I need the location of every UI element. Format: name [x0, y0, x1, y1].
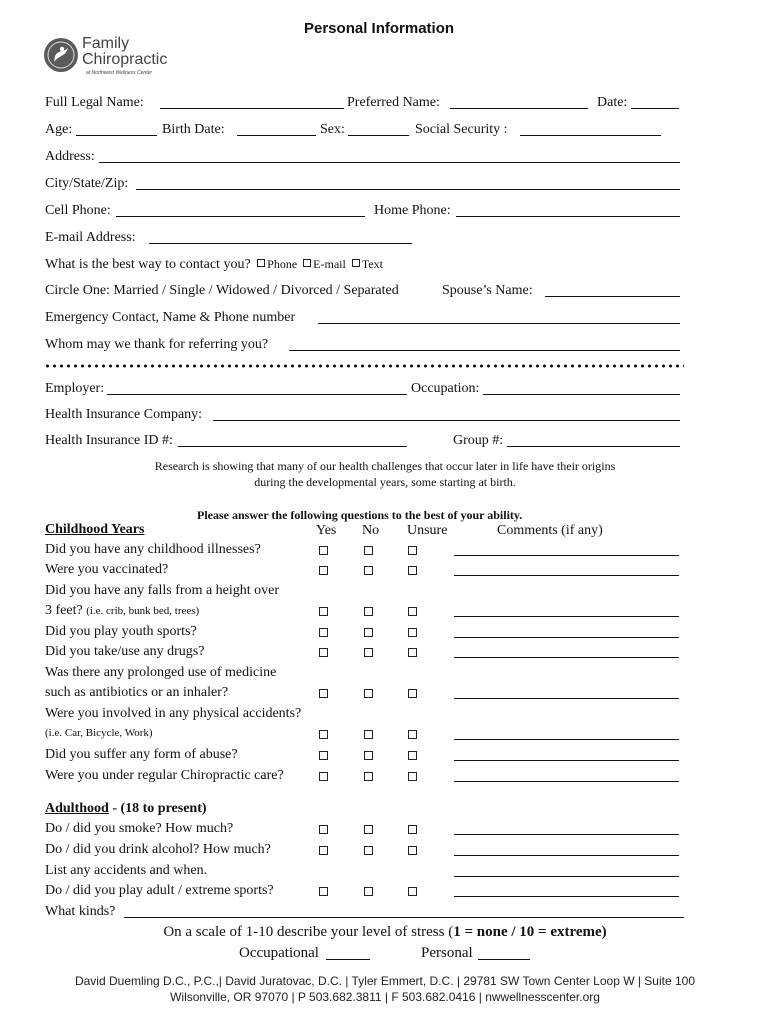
occupational-stress-label: Occupational [239, 945, 319, 961]
youth-sports-yes-checkbox[interactable] [319, 628, 328, 637]
group-number-label: Group #: [453, 433, 504, 448]
illnesses-yes-checkbox[interactable] [319, 546, 328, 555]
spouse-name-label: Spouse’s Name: [442, 283, 533, 298]
contact-question: What is the best way to contact you? [45, 257, 251, 272]
sex-label: Sex: [320, 122, 345, 137]
social-security-field[interactable] [520, 135, 661, 136]
footer-line1: David Duemling D.C., P.C.,| David Juratovac, D.C. | Tyler Emmert, D.C. | 29781 SW Town Center Loop W | Suite 100 [74, 974, 696, 988]
sex-field[interactable] [348, 135, 409, 136]
employer-field[interactable] [107, 394, 407, 395]
question-accidents: Were you involved in any physical accidents? [45, 706, 302, 721]
illnesses-no-checkbox[interactable] [364, 546, 373, 555]
insurance-id-field[interactable] [178, 446, 407, 447]
insurance-company-field[interactable] [213, 420, 680, 421]
vaccinated-comment-field[interactable] [454, 575, 679, 576]
accidents-unsure-checkbox[interactable] [408, 730, 417, 739]
cell-phone-label: Cell Phone: [45, 203, 111, 218]
abuse-comment-field[interactable] [454, 760, 679, 761]
alcohol-comment-field[interactable] [454, 855, 679, 856]
stress-prefix: On a scale of 1-10 describe your level of stress ( [163, 924, 454, 940]
accidents-comment-field[interactable] [454, 739, 679, 740]
abuse-yes-checkbox[interactable] [319, 751, 328, 760]
question-medicine: Was there any prolonged use of medicine [45, 665, 277, 680]
contact-option-text: Text [361, 257, 383, 271]
occupation-label: Occupation: [411, 381, 480, 396]
city-state-zip-label: City/State/Zip: [45, 176, 129, 191]
home-phone-label: Home Phone: [374, 203, 451, 218]
page-title: Personal Information [304, 20, 455, 37]
marital-status-options[interactable]: Circle One: Married / Single / Widowed / Divorced / Separated [45, 283, 399, 298]
question-childhood-illnesses: Did you have any childhood illnesses? [45, 542, 261, 557]
age-label: Age: [45, 122, 73, 137]
question-accidents-examples: (i.e. Car, Bicycle, Work) [45, 727, 153, 739]
what-kinds-field[interactable] [124, 917, 684, 918]
birth-date-label: Birth Date: [162, 122, 225, 137]
email-checkbox[interactable] [303, 259, 311, 267]
personal-stress-label: Personal [421, 945, 473, 961]
emergency-contact-label: Emergency Contact, Name & Phone number [45, 310, 296, 325]
contact-preference [45, 257, 383, 273]
logo-line2: Chiropractic [82, 51, 168, 68]
date-label: Date: [597, 95, 628, 110]
question-alcohol: Do / did you drink alcohol? How much? [45, 842, 271, 857]
question-chiropractic: Were you under regular Chiropractic care? [45, 768, 284, 783]
question-vaccinated: Were you vaccinated? [45, 562, 169, 577]
falls-comment-field[interactable] [454, 616, 679, 617]
accidents-no-checkbox[interactable] [364, 730, 373, 739]
extreme-sports-no-checkbox[interactable] [364, 887, 373, 896]
contact-option-email: E-mail [313, 257, 346, 271]
occupational-stress-field[interactable] [326, 959, 370, 960]
adulthood-range: - (18 to present) [108, 801, 207, 816]
research-note-line2: during the developmental years, some starting at birth. [254, 475, 516, 489]
chiropractic-yes-checkbox[interactable] [319, 772, 328, 781]
alcohol-yes-checkbox[interactable] [319, 846, 328, 855]
email-label: E-mail Address: [45, 230, 136, 245]
insurance-company-label: Health Insurance Company: [45, 407, 203, 422]
smoke-unsure-checkbox[interactable] [408, 825, 417, 834]
email-field[interactable] [149, 243, 412, 244]
abuse-no-checkbox[interactable] [364, 751, 373, 760]
question-adult-accidents: List any accidents and when. [45, 863, 208, 878]
group-number-field[interactable] [507, 446, 680, 447]
falls-unsure-checkbox[interactable] [408, 607, 417, 616]
question-falls-height: 3 feet? [45, 603, 83, 618]
drugs-no-checkbox[interactable] [364, 648, 373, 657]
birth-date-field[interactable] [237, 135, 316, 136]
accidents-yes-checkbox[interactable] [319, 730, 328, 739]
medicine-unsure-checkbox[interactable] [408, 689, 417, 698]
adult-accidents-comment-field[interactable] [454, 876, 679, 877]
adulthood-heading: Adulthood [45, 801, 109, 816]
city-state-zip-field[interactable] [136, 189, 680, 190]
smoke-yes-checkbox[interactable] [319, 825, 328, 834]
cell-phone-field[interactable] [116, 216, 365, 217]
medicine-comment-field[interactable] [454, 698, 679, 699]
logo [42, 36, 182, 80]
drugs-unsure-checkbox[interactable] [408, 648, 417, 657]
referral-label: Whom may we thank for referring you? [45, 337, 269, 352]
footer-line2: Wilsonville, OR 97070 | P 503.682.3811 | F 503.682.0416 | nwwellnesscenter.org [170, 990, 600, 1004]
vaccinated-yes-checkbox[interactable] [319, 566, 328, 575]
chiropractic-unsure-checkbox[interactable] [408, 772, 417, 781]
extreme-sports-unsure-checkbox[interactable] [408, 887, 417, 896]
full-legal-name-label: Full Legal Name: [45, 95, 144, 110]
column-yes: Yes [316, 523, 337, 538]
employer-label: Employer: [45, 381, 105, 396]
question-drugs: Did you take/use any drugs? [45, 644, 205, 659]
address-label: Address: [45, 149, 95, 164]
text-checkbox[interactable] [352, 259, 360, 267]
referral-field[interactable] [289, 350, 680, 351]
column-unsure: Unsure [407, 523, 448, 538]
questionnaire-instruction: Please answer the following questions to the best of your ability. [197, 508, 523, 522]
logo-subtitle: at Northwest Wellness Center [86, 70, 153, 76]
dotted-divider [44, 363, 684, 369]
vaccinated-unsure-checkbox[interactable] [408, 566, 417, 575]
question-youth-sports: Did you play youth sports? [45, 624, 197, 639]
insurance-id-label: Health Insurance ID #: [45, 433, 173, 448]
date-field[interactable] [631, 108, 679, 109]
extreme-sports-yes-checkbox[interactable] [319, 887, 328, 896]
full-legal-name-field[interactable] [160, 108, 344, 109]
alcohol-no-checkbox[interactable] [364, 846, 373, 855]
question-extreme-sports: Do / did you play adult / extreme sports? [45, 883, 274, 898]
medicine-no-checkbox[interactable] [364, 689, 373, 698]
alcohol-unsure-checkbox[interactable] [408, 846, 417, 855]
falls-yes-checkbox[interactable] [319, 607, 328, 616]
stress-scale-prompt [0, 924, 770, 941]
abuse-unsure-checkbox[interactable] [408, 751, 417, 760]
question-falls-examples: (i.e. crib, bunk bed, trees) [86, 605, 200, 617]
question-medicine-cont: such as antibiotics or an inhaler? [45, 685, 229, 700]
youth-sports-no-checkbox[interactable] [364, 628, 373, 637]
falls-no-checkbox[interactable] [364, 607, 373, 616]
research-note-line1: Research is showing that many of our health challenges that occur later in life have their origins [154, 459, 616, 473]
adulthood-heading-group [45, 801, 207, 817]
question-what-kinds: What kinds? [45, 904, 116, 919]
question-falls-cont [45, 603, 199, 619]
occupation-field[interactable] [483, 394, 680, 395]
column-comments: Comments (if any) [497, 523, 603, 538]
childhood-heading: Childhood Years [45, 522, 145, 537]
drugs-yes-checkbox[interactable] [319, 648, 328, 657]
phone-checkbox[interactable] [257, 259, 265, 267]
spine-logo-icon [42, 36, 80, 74]
preferred-name-field[interactable] [450, 108, 588, 109]
question-smoke: Do / did you smoke? How much? [45, 821, 234, 836]
chiropractic-no-checkbox[interactable] [364, 772, 373, 781]
address-field[interactable] [99, 162, 680, 163]
drugs-comment-field[interactable] [454, 657, 679, 658]
vaccinated-no-checkbox[interactable] [364, 566, 373, 575]
logo-line1: Family [82, 35, 130, 52]
youth-sports-comment-field[interactable] [454, 637, 679, 638]
contact-option-phone: Phone [267, 257, 298, 271]
smoke-comment-field[interactable] [454, 834, 679, 835]
chiropractic-comment-field[interactable] [454, 781, 679, 782]
question-abuse: Did you suffer any form of abuse? [45, 747, 238, 762]
age-field[interactable] [76, 135, 157, 136]
youth-sports-unsure-checkbox[interactable] [408, 628, 417, 637]
illnesses-unsure-checkbox[interactable] [408, 546, 417, 555]
illnesses-comment-field[interactable] [454, 555, 679, 556]
personal-stress-field[interactable] [478, 959, 530, 960]
stress-scale: 1 = none / 10 = extreme) [453, 924, 607, 940]
column-no: No [362, 523, 380, 538]
medicine-yes-checkbox[interactable] [319, 689, 328, 698]
smoke-no-checkbox[interactable] [364, 825, 373, 834]
home-phone-field[interactable] [456, 216, 680, 217]
spouse-name-field[interactable] [545, 296, 680, 297]
preferred-name-label: Preferred Name: [347, 95, 440, 110]
emergency-contact-field[interactable] [318, 323, 680, 324]
question-falls: Did you have any falls from a height over [45, 583, 280, 598]
extreme-sports-comment-field[interactable] [454, 896, 679, 897]
social-security-label: Social Security : [415, 122, 508, 137]
